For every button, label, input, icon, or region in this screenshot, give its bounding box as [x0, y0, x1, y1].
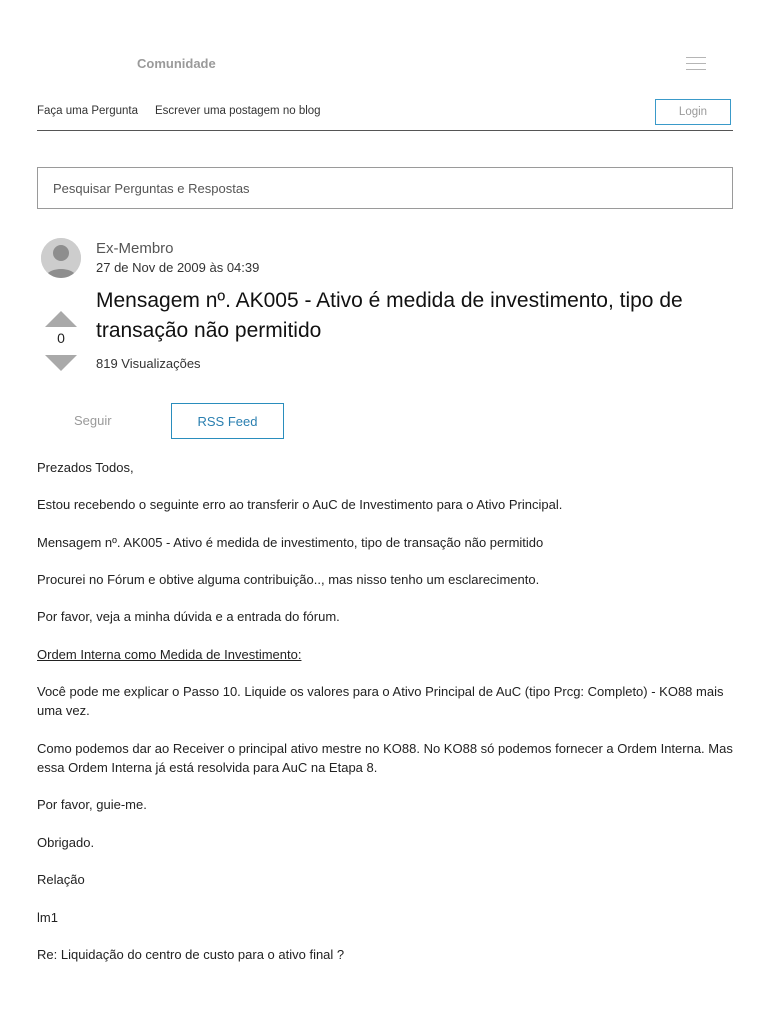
ask-question-link[interactable]: Faça uma Pergunta — [37, 105, 139, 117]
user-silhouette-icon — [41, 238, 81, 278]
post-paragraph: Re: Liquidação do centro de custo para o ativo final ? — [37, 947, 345, 962]
post-paragraph: Você pode me explicar o Passo 10. Liquide os valores para o Ativo Principal de AuC (tipo Prcg: Completo) - KO88 mais uma vez. — [37, 684, 724, 718]
search-input[interactable]: Pesquisar Perguntas e Respostas — [37, 167, 733, 209]
community-brand-title[interactable]: Comunidade — [137, 56, 216, 71]
post-title: Mensagem nº. AK005 - Ativo é medida de investimento, tipo de transação não permitido — [96, 289, 683, 342]
post-paragraph: lm1 — [37, 910, 58, 925]
rss-feed-button[interactable]: RSS Feed — [171, 403, 284, 439]
post-section-heading: Ordem Interna como Medida de Investimento: — [37, 647, 302, 662]
vote-up-icon[interactable] — [45, 311, 77, 327]
post-author[interactable]: Ex-Membro — [96, 240, 174, 257]
post-paragraph: Prezados Todos, — [37, 460, 134, 475]
vote-down-icon[interactable] — [45, 355, 77, 371]
nav-divider — [37, 130, 733, 131]
post-paragraph: Relação — [37, 872, 85, 887]
post-paragraph: Obrigado. — [37, 835, 95, 850]
write-blog-post-link[interactable]: Escrever uma postagem no blog — [155, 105, 321, 117]
post-error-message: Mensagem nº. AK005 - Ativo é medida de investimento, tipo de transação não permitido — [37, 535, 544, 550]
avatar — [41, 238, 81, 278]
hamburger-menu-icon[interactable] — [686, 57, 706, 71]
vote-count: 0 — [57, 330, 65, 346]
post-paragraph: Por favor, guie-me. — [37, 797, 147, 812]
post-paragraph: Como podemos dar ao Receiver o principal ativo mestre no KO88. No KO88 só podemos fornecer a Ordem Interna. Mas essa Ordem Interna já está resolvida para AuC na Etapa 8. — [37, 741, 733, 775]
view-count: 819 Visualizações — [96, 356, 201, 371]
post-paragraph: Estou recebendo o seguinte erro ao transferir o AuC de Investimento para o Ativo Principal. — [37, 497, 563, 512]
post-paragraph: Por favor, veja a minha dúvida e a entrada do fórum. — [37, 609, 340, 624]
login-button[interactable]: Login — [655, 99, 731, 125]
follow-button[interactable]: Seguir — [74, 413, 112, 428]
post-date: 27 de Nov de 2009 às 04:39 — [96, 260, 260, 275]
post-paragraph: Procurei no Fórum e obtive alguma contribuição.., mas nisso tenho um esclarecimento. — [37, 572, 540, 587]
